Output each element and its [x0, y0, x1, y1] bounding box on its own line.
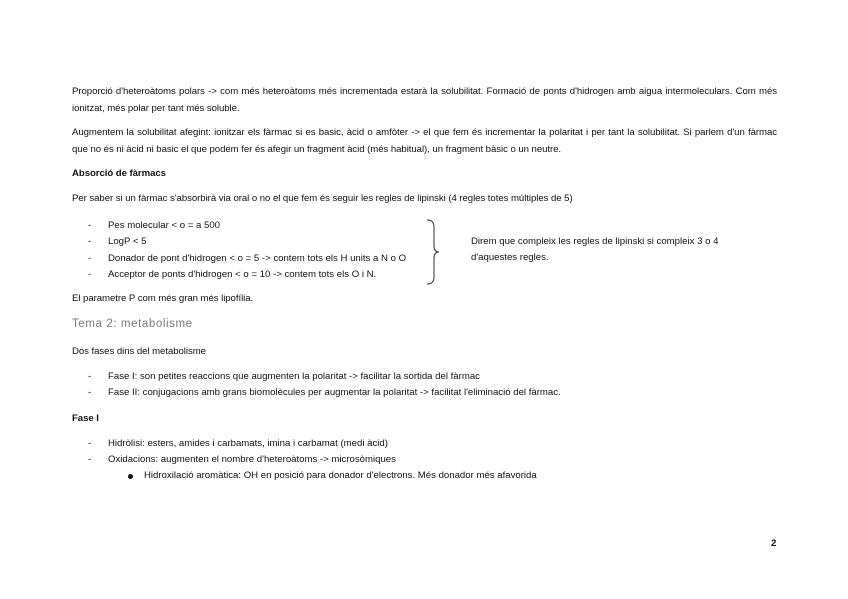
fases-list — [88, 369, 561, 402]
list-item: - Hidròlisi: esters, amides i carbamats, imina i carbamat (medi àcid) — [88, 438, 388, 449]
list-item: - Oxidacions: augmenten el nombre d'heteroàtoms -> microsòmiques — [88, 454, 396, 466]
paragraph-solubilitat: Augmentem la solubilitat afegint: ionitzar els fàrmac si es basic, àcid o amfòter -> el que fem és incrementar la polaritat i per tant la solubilitat. Si parlem d'un fàrmac que no és ni àcid ni basic el que podem fer és afegir un fragment àcid (més habitual), un fragment bàsic o un neutre. — [72, 127, 777, 155]
lipinski-note: Direm que compleix les regles de lipinski si compleix 3 o 4 d'aquestes regles. — [471, 236, 719, 263]
right-brace-icon — [425, 219, 441, 285]
fase1-list — [88, 436, 396, 469]
list-item: - Acceptor de ponts d'hidrogen < o = 10 -> contem tots els O i N. — [88, 268, 377, 280]
paragraph-heteroatoms: Proporció d'heteroàtoms polars -> com més heteroàtoms més incrementada estarà la solubilitat. Formació de ponts d'hidrogen amb aigua intermoleculars. Com més ionitzat, més polar per tant més soluble. — [72, 86, 777, 114]
list-item: - Fase I: son petites reaccions que augmenten la polaritat -> facilitar la sortida del fàrmac — [88, 371, 480, 382]
list-item: Hidroxilació aromàtica: OH en posició para donador d'electrons. Més donador més afavorida — [128, 468, 537, 484]
list-item: - Donador de pont d'hidrogen < o = 5 -> contem tots els H units a N o O — [88, 252, 407, 264]
heading-absorcio: Absorció de fàrmacs — [72, 168, 166, 179]
paragraph-lipinski-intro: Per saber si un fàrmac s'absorbirà via oral o no el que fem és seguir les regles de lipinski (4 regles totes múltiples de 5) — [72, 193, 573, 204]
paragraph-parametre: El parametre P com més gran més lipofília. — [72, 293, 254, 304]
paragraph-dues-fases: Dos fases dins del metabolisme — [72, 346, 206, 357]
heading-fase1: Fase I — [72, 413, 99, 424]
oxidacio-sublist — [128, 468, 537, 484]
list-item: - Fase II: conjugacions amb grans biomolècules per augmentar la polaritat -> facilitat l'eliminació del fàrmac. — [88, 387, 561, 399]
heading-tema2: Tema 2: metabolisme — [72, 318, 193, 330]
lipinski-rules-list — [88, 218, 406, 283]
page-number: 2 — [771, 538, 777, 549]
bullet-icon — [128, 474, 133, 479]
list-item: - Pes molecular < o = a 500 — [88, 220, 220, 231]
list-item: - LogP < 5 — [88, 236, 147, 248]
